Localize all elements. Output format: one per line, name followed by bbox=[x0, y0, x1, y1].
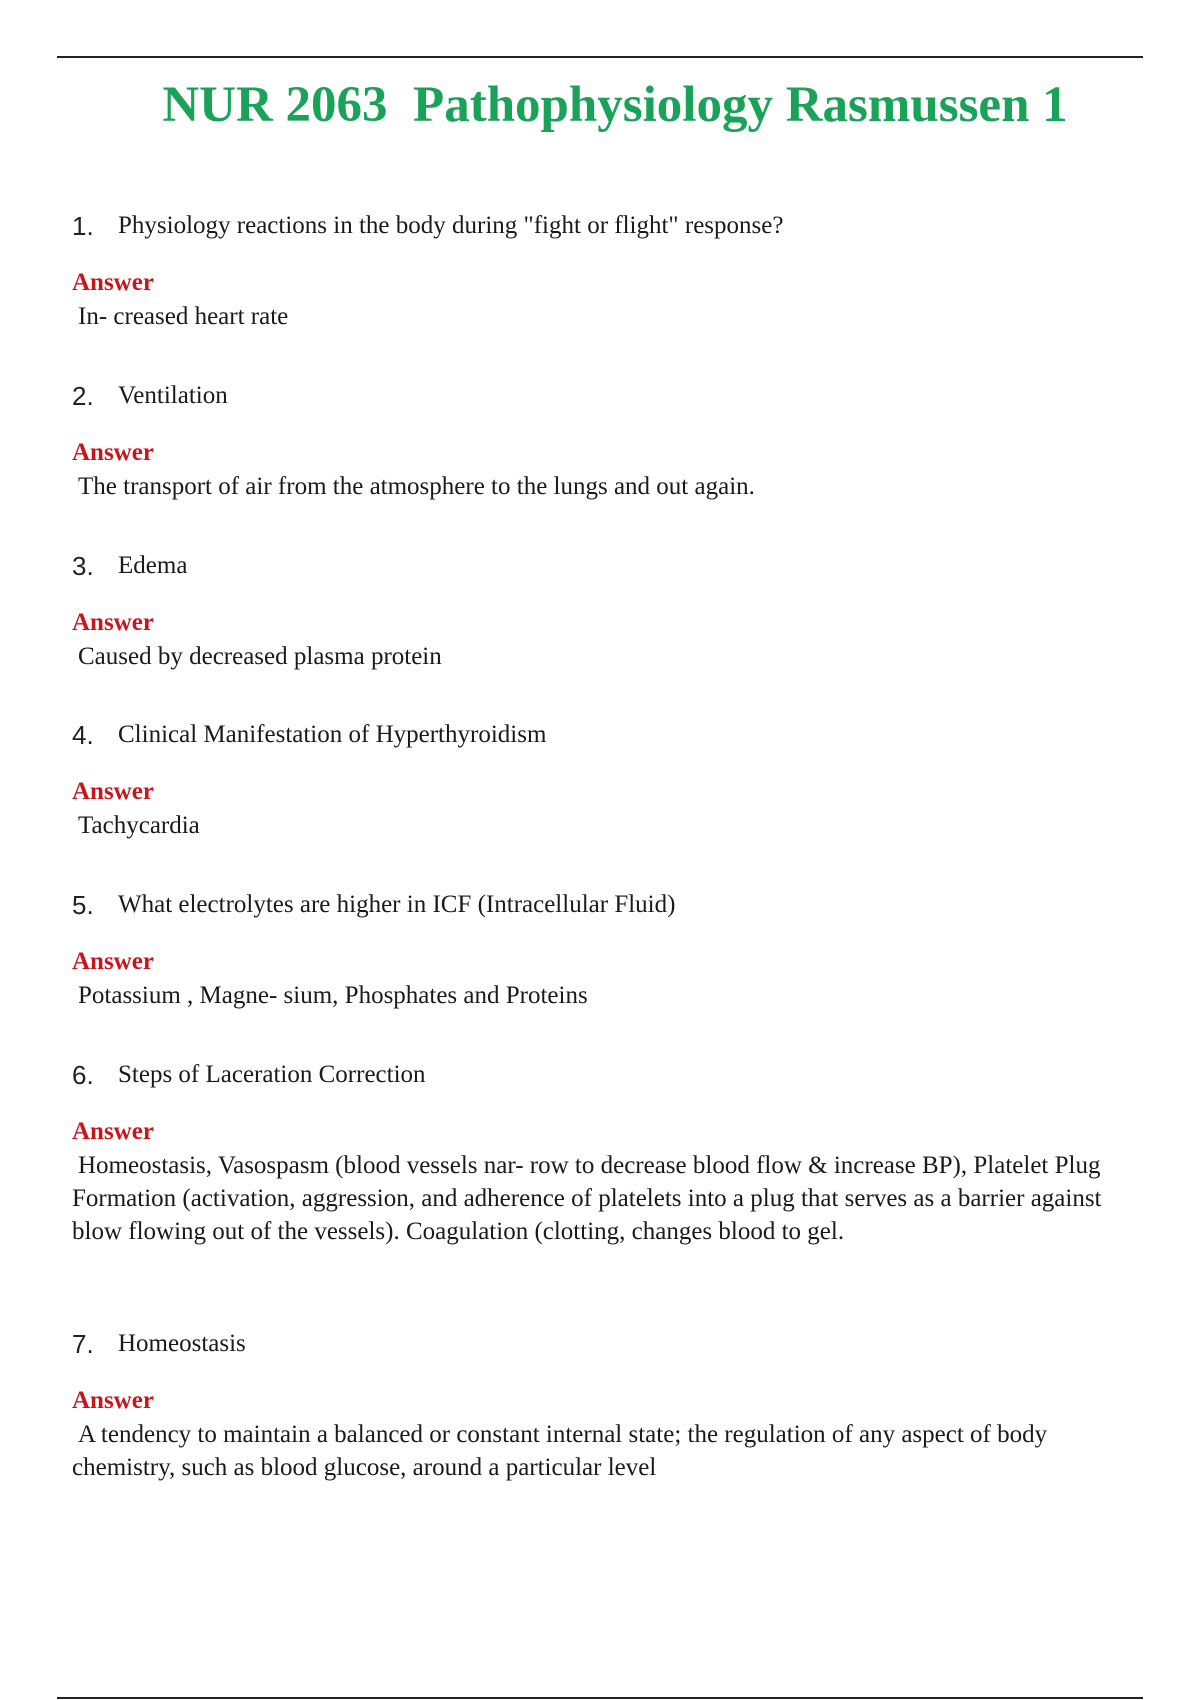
qa-item-1 bbox=[72, 206, 1112, 333]
answer-label: Answer bbox=[72, 609, 154, 636]
question-text: Edema bbox=[118, 552, 188, 579]
question-number: 7. bbox=[72, 1329, 94, 1359]
question-number: 5. bbox=[72, 890, 94, 920]
question-text: Clinical Manifestation of Hyperthyroidism bbox=[118, 721, 547, 748]
top-rule bbox=[57, 56, 1143, 58]
bottom-rule bbox=[57, 1697, 1143, 1699]
qa-item-7 bbox=[72, 1324, 1112, 1484]
question bbox=[72, 885, 1112, 925]
answer-text: Homeostasis, Vasospasm (blood vessels nar- row to decrease blood flow & increase BP), Platelet Plug Formation (activation, aggression, and adherence of platelets into a plug that serves as a barrier against blow flowing out of the vessels). Coagulation (clotting, changes blood to gel. bbox=[72, 1152, 1102, 1245]
question-number: 2. bbox=[72, 381, 94, 411]
answer-label: Answer bbox=[72, 269, 154, 296]
question-number: 4. bbox=[72, 720, 94, 750]
qa-item-2 bbox=[72, 376, 1112, 503]
question-number: 6. bbox=[72, 1060, 94, 1090]
answer-text: In- creased heart rate bbox=[78, 303, 289, 330]
question bbox=[72, 1324, 1112, 1364]
question bbox=[72, 546, 1112, 586]
answer-label: Answer bbox=[72, 1387, 154, 1414]
answer-label: Answer bbox=[72, 778, 154, 805]
answer-label: Answer bbox=[72, 1118, 154, 1145]
question bbox=[72, 206, 1112, 246]
question bbox=[72, 715, 1112, 755]
qa-item-5 bbox=[72, 885, 1112, 1012]
answer-text: Potassium , Magne- sium, Phosphates and Proteins bbox=[78, 982, 588, 1009]
question-number: 3. bbox=[72, 551, 94, 581]
question-text: Ventilation bbox=[118, 382, 228, 409]
answer-text: The transport of air from the atmosphere to the lungs and out again. bbox=[78, 473, 755, 500]
question-text: What electrolytes are higher in ICF (Intracellular Fluid) bbox=[118, 891, 676, 918]
question bbox=[72, 1055, 1112, 1095]
answer-label: Answer bbox=[72, 948, 154, 975]
qa-item-6 bbox=[72, 1055, 1112, 1248]
answer-text: A tendency to maintain a balanced or constant internal state; the regulation of any aspect of body chemistry, such as blood glucose, around a particular level bbox=[72, 1421, 1048, 1481]
page-title: NUR 2063 Pathophysiology Rasmussen 1 bbox=[162, 77, 1068, 133]
question-text: Steps of Laceration Correction bbox=[118, 1061, 426, 1088]
question bbox=[72, 376, 1112, 416]
answer-text: Caused by decreased plasma protein bbox=[78, 643, 442, 670]
qa-item-3 bbox=[72, 546, 1112, 673]
answer-text: Tachycardia bbox=[78, 812, 200, 839]
answer-label: Answer bbox=[72, 439, 154, 466]
question-number: 1. bbox=[72, 211, 94, 241]
question-text: Physiology reactions in the body during "fight or flight" response? bbox=[118, 212, 784, 239]
question-text: Homeostasis bbox=[118, 1330, 246, 1357]
qa-item-4 bbox=[72, 715, 1112, 842]
